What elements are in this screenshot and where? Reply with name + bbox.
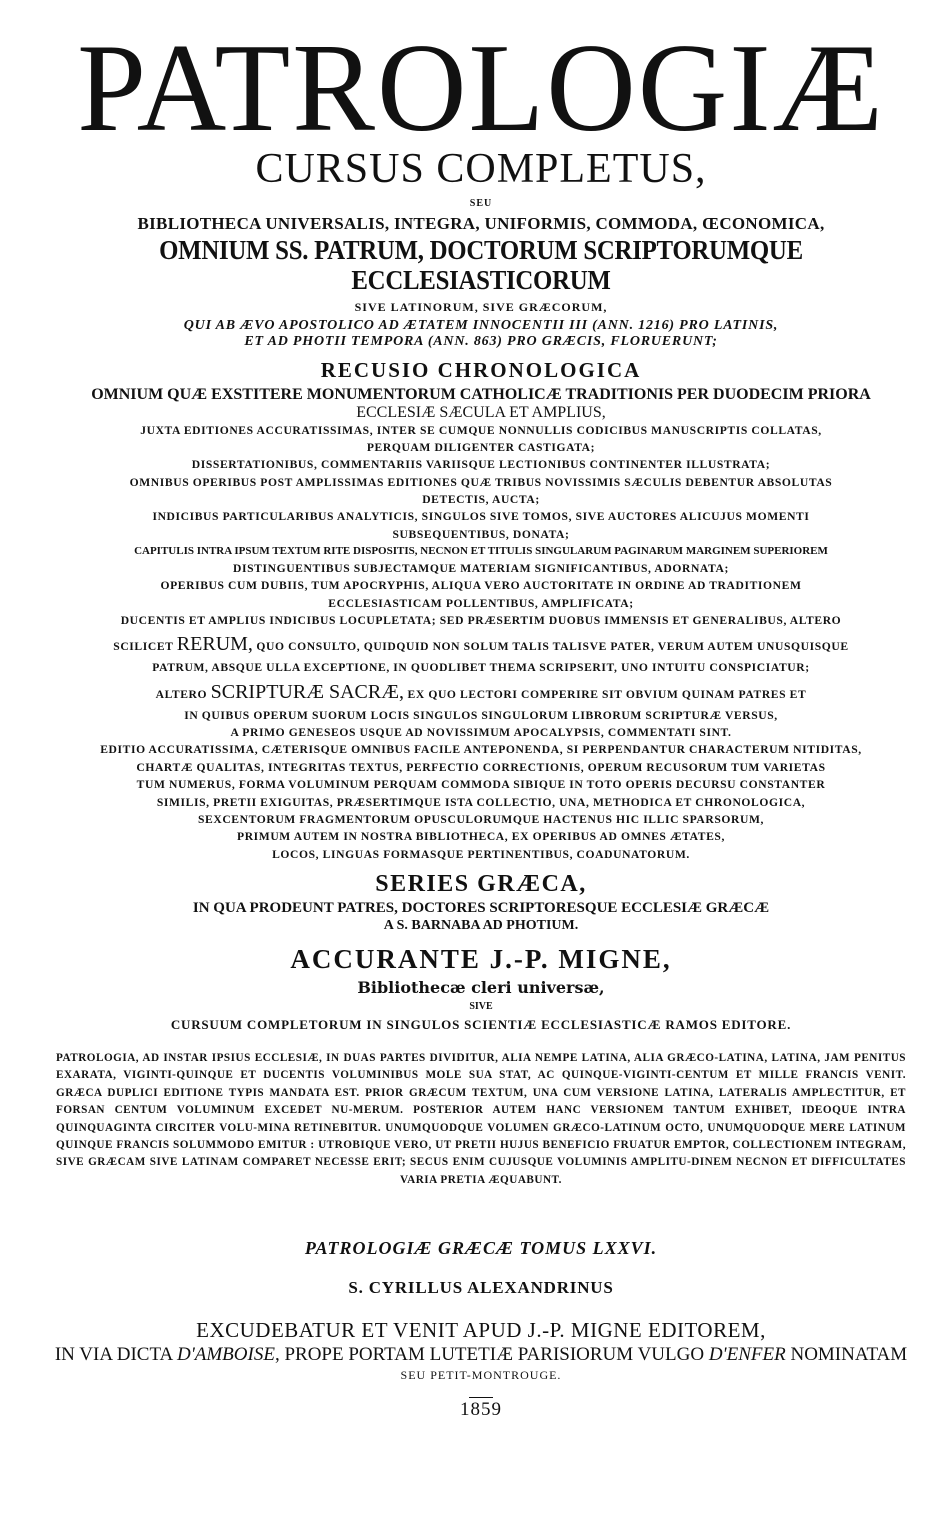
descriptive-block	[50, 422, 912, 864]
in-via-a: IN VIA DICTA	[54, 1343, 177, 1365]
desc-line: EDITIO ACCURATISSIMA, CÆTERISQUE OMNIBUS FACILE ANTEPONENDA, SI PERPENDANTUR CHARACTERUM NITIDITAS,	[100, 743, 862, 757]
scripturae-line	[50, 677, 912, 707]
scripturae-post: EX QUO LECTORI COMPERIRE SIT OBVIUM QUINAM PATRES ET	[407, 687, 807, 701]
accurante-heading: ACCURANTE J.-P. MIGNE,	[290, 944, 672, 975]
desc-line: ECCLESIASTICAM POLLENTIBUS, AMPLIFICATA;	[328, 596, 634, 610]
description-paragraph: PATROLOGIA, AD INSTAR IPSIUS ECCLESIÆ, IN DUAS PARTES DIVIDITUR, ALIA NEMPE LATINA, ALIA GRÆCO-LATINA, LATINA, JAM PENITUS EXARATA, VIGINTI-QUINQUE ET DUCENTIS VOLUMINIBUS MOLE SUA STAT, AC QUINQUE-VIGINTI-CENTUM ET MILLE FRANCIS VENIT. GRÆCA DUPLICI EDITIONE TYPIS MANDATA EST. PRIOR GRÆCUM TEXTUM, UNA CUM VERSIONE LATINA, LATERALIS AMPLECTITUR, ET FORSAN CENTUM VOLUMINUM EXCEDET NU-MERUM. POSTERIOR AUTEM HANC VERSIONEM TANTUM EXHIBET, IDEOQUE INTRA QUINQUAGINTA CIRCITER VOLU-MINA RETINEBITUR. UNUMQUODQUE VOLUMEN GRÆCO-LATINUM OCTO, UNUMQUODQUE MERE LATINUM QUINQUE FRANCIS SOLUMMODO EMITUR : UTROBIQUE VERO, UT PRETII HUJUS BENEFICIO FRUATUR EMPTOR, COLLECTIONEM INTEGRAM, SIVE GRÆCAM SIVE LATINAM COMPARET NECESSE ERIT; SECUS ENIM CUJUSQUE VOLUMINIS AMPLITU-DINEM NECNON ET DIFFICULTATES VARIA PRETIA ÆQUABUNT.	[56, 1052, 906, 1186]
page-title: PATROLOGIÆ	[77, 17, 885, 158]
bibliotheca-line: BIBLIOTHECA UNIVERSALIS, INTEGRA, UNIFORMIS, COMMODA, ŒCONOMICA,	[137, 214, 825, 234]
desc-line: SIMILIS, PRETII EXIGUITAS, PRÆSERTIMQUE ISTA COLLECTIO, UNA, METHODICA ET CHRONOLOGICA,	[156, 795, 806, 809]
recusio-heading: RECUSIO CHRONOLOGICA	[320, 358, 642, 383]
qui-line-1: QUI AB ÆVO APOSTOLICO AD ÆTATEM INNOCENTII III (ANN. 1216) PRO LATINIS,	[183, 318, 779, 334]
seu-line: SEU	[469, 198, 493, 210]
desc-line: DETECTIS, AUCTA;	[422, 493, 540, 507]
desc-line: SEXCENTORUM FRAGMENTORUM OPUSCULORUMQUE HACTENUS HIC ILLIC SPARSORUM,	[197, 813, 765, 827]
rerum-word: RERUM,	[176, 633, 253, 656]
rerum-post: QUO CONSULTO, QUIDQUID NON SOLUM TALIS TALISVE PATER, VERUM AUTEM UNUSQUISQUE	[256, 640, 849, 654]
in-via-line	[50, 1345, 912, 1366]
cursuum-line: CURSUUM COMPLETORUM IN SINGULOS SCIENTIÆ ECCLESIASTICÆ RAMOS EDITORE.	[170, 1016, 792, 1032]
in-via-b: D'AMBOISE	[176, 1343, 275, 1365]
scripturae-word: SCRIPTURÆ SACRÆ,	[210, 680, 405, 703]
rerum-pre: SCILICET	[113, 640, 174, 654]
series-heading: SERIES GRÆCA,	[375, 871, 587, 898]
in-via-c: , PROPE PORTAM LUTETIÆ PARISIORUM VULGO	[274, 1343, 709, 1365]
in-via-e: NOMINATAM	[785, 1343, 908, 1365]
desc-line: OPERIBUS CUM DUBIIS, TUM APOCRYPHIS, ALIQUA VERO AUCTORITATE IN ORDINE AD TRADITIONEM	[160, 579, 802, 593]
desc-line: OMNIBUS OPERIBUS POST AMPLISSIMAS EDITIONES QUÆ TRIBUS NOVISSIMIS SÆCULIS DEBENTUR ABSOLUTAS	[129, 475, 833, 489]
desc-line: PRIMUM AUTEM IN NOSTRA BIBLIOTHECA, EX OPERIBUS AD OMNES ÆTATES,	[237, 830, 725, 844]
in-qua-line: IN QUA PRODEUNT PATRES, DOCTORES SCRIPTORESQUE ECCLESIÆ GRÆCÆ	[192, 899, 770, 916]
desc-line: JUXTA EDITIONES ACCURATISSIMAS, INTER SE CUMQUE NONNULLIS CODICIBUS MANUSCRIPTIS COLLATAS,	[140, 423, 822, 437]
desc-line: DISTINGUENTIBUS SUBJECTAMQUE MATERIAM SIGNIFICANTIBUS, ADORNATA;	[233, 561, 729, 575]
petit-montrouge-line: SEU PETIT-MONTROUGE.	[400, 1368, 562, 1383]
desc-line: A PRIMO GENESEOS USQUE AD NOVISSIMUM APOCALYPSIS, COMMENTATI SINT.	[230, 726, 732, 740]
qui-line-2: ET AD PHOTII TEMPORA (ANN. 863) PRO GRÆCIS, FLORUERUNT;	[244, 333, 718, 349]
desc-line: CHARTÆ QUALITAS, INTEGRITAS TEXTUS, PERFECTIO CORRECTIONIS, OPERUM RECUSORUM TUM VARIETAS	[136, 760, 826, 774]
sive-line: SIVE LATINORUM, SIVE GRÆCORUM,	[354, 300, 608, 315]
desc-line: DISSERTATIONIBUS, COMMENTARIIS VARIISQUE LECTIONIBUS CONTINENTER ILLUSTRATA;	[191, 458, 771, 472]
desc-line: CAPITULIS INTRA IPSUM TEXTUM RITE DISPOSITIS, NECNON ET TITULIS SINGULARUM PAGINARUM MARGINEM SUPERIOREM	[134, 545, 828, 558]
barnaba-line: A S. BARNABA AD PHOTIUM.	[383, 918, 579, 934]
year: 1859	[460, 1398, 502, 1420]
omnium-line: OMNIUM SS. PATRUM, DOCTORUM SCRIPTORUMQUE ECCLESIASTICORUM	[159, 234, 803, 295]
ecclesiae-line: ECCLESIÆ SÆCULA ET AMPLIUS,	[356, 403, 606, 421]
in-via-d: D'ENFER	[708, 1343, 786, 1365]
patrum-line: PATRUM, ABSQUE ULLA EXCEPTIONE, IN QUODLIBET THEMA SCRIPSERIT, UNO INTUITU CONSPICIATUR;	[152, 661, 810, 675]
subtitle: CURSUS COMPLETUS,	[255, 146, 707, 192]
bibliothecae-cleri-line: Bibliothecæ cleri universæ,	[357, 978, 605, 998]
desc-line: LOCOS, LINGUAS FORMASQUE PERTINENTIBUS, COADUNATORUM.	[272, 847, 690, 861]
desc-line: TUM NUMERUS, FORMA VOLUMINUM PERQUAM COMMODA SIBIQUE IN TOTO OPERIS DECURSU CONSTANTER	[136, 778, 826, 792]
rerum-line	[50, 629, 912, 659]
omnium-quae-line: OMNIUM QUÆ EXSTITERE MONUMENTORUM CATHOLICÆ TRADITIONIS PER DUODECIM PRIORA	[91, 386, 871, 404]
desc-line: PERQUAM DILIGENTER CASTIGATA;	[366, 440, 596, 454]
author-line: S. CYRILLUS ALEXANDRINUS	[348, 1277, 614, 1297]
divider	[469, 1397, 493, 1398]
tomus-line: PATROLOGIÆ GRÆCÆ TOMUS LXXVI.	[304, 1237, 658, 1258]
desc-line: DUCENTIS ET AMPLIUS INDICIBUS LOCUPLETATA; SED PRÆSERTIM DUOBUS IMMENSIS ET GENERALIBUS, ALTERO	[120, 613, 842, 627]
desc-line: SUBSEQUENTIBUS, DONATA;	[392, 527, 570, 541]
scripturae-pre: ALTERO	[155, 687, 208, 701]
desc-line: IN QUIBUS OPERUM SUORUM LOCIS SINGULOS SINGULORUM LIBRORUM SCRIPTURÆ VERSUS,	[184, 708, 778, 722]
excudebatur-line: EXCUDEBATUR ET VENIT APUD J.-P. MIGNE EDITOREM,	[196, 1318, 766, 1343]
sive-small: SIVE	[469, 1000, 493, 1012]
desc-line: INDICIBUS PARTICULARIBUS ANALYTICIS, SINGULOS SIVE TOMOS, SIVE AUCTORES ALICUJUS MOMENTI	[152, 510, 810, 524]
